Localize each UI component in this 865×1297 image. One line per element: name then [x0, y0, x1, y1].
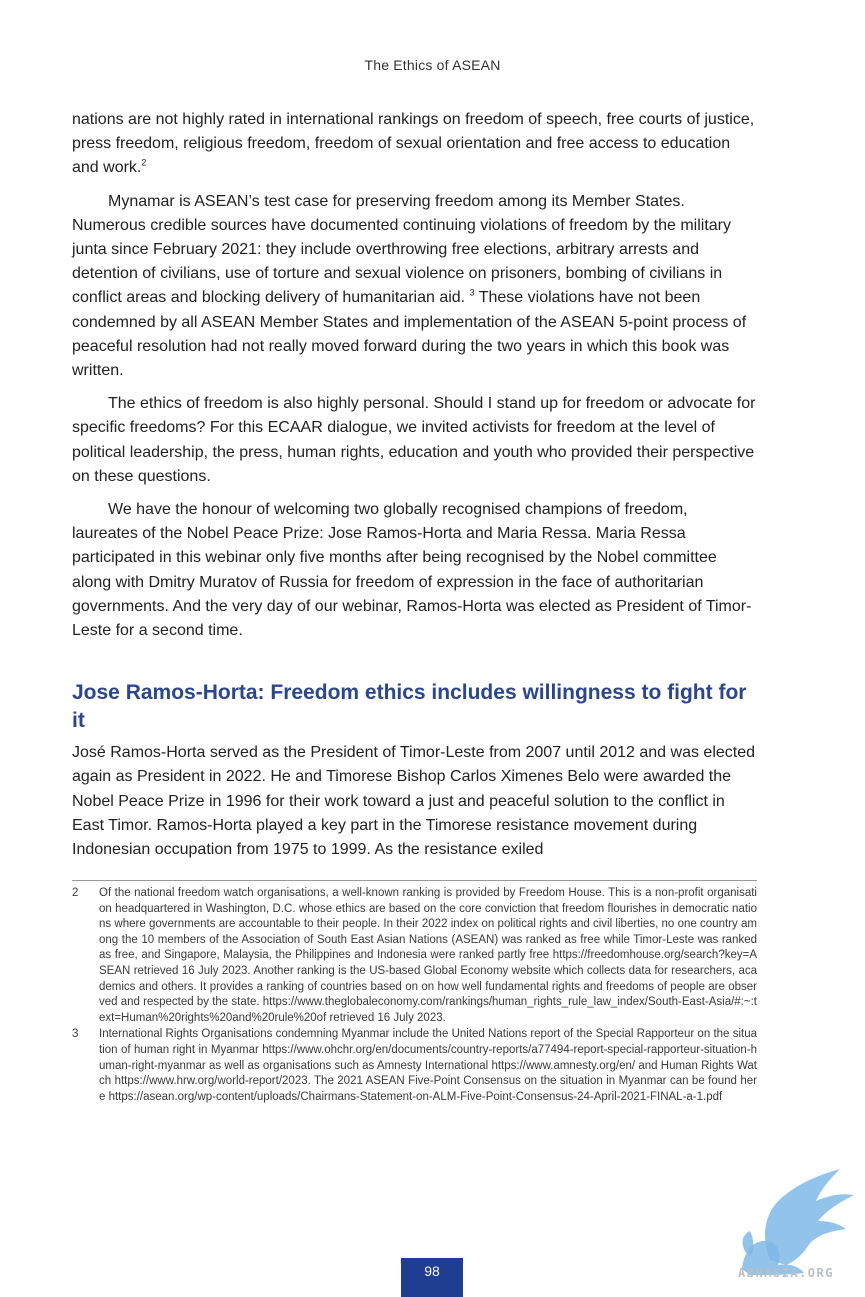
running-header: The Ethics of ASEAN — [364, 57, 501, 73]
paragraph-text: nations are not highly rated in international rankings on freedom of speech, free courts of justice, press freedom, religious freedom, freedom of sexual orientation and free access to education and work. — [72, 111, 755, 177]
paragraph-ethics-personal: The ethics of freedom is also highly personal. Should I stand up for freedom or advocate for specific freedoms? For this ECAAR dialogue, we invited activists for freedom at the level of political leadership, the press, human rights, education and youth who provided their perspective on these questions. — [72, 395, 756, 485]
body-text — [72, 108, 757, 871]
footnote-2 — [72, 886, 757, 1026]
footnotes — [72, 880, 757, 1106]
footnote-ref-3: 3 — [469, 288, 475, 299]
section-heading: Jose Ramos-Horta: Freedom ethics includes willingness to fight for it — [72, 681, 747, 733]
footnote-number: 2 — [72, 887, 79, 899]
footnote-text: International Rights Organisations condemning Myanmar include the United Nations report of the Special Rapporteur on the situation of human right in Myanmar https://www.ohchr.org/en/documents/country-reports/a77494-report-special-rapporteur-situation-human-right-myanmar as well as organisations such as Amnesty International https://www.amnesty.org/en/ and Human Rights Watch https://www.hrw.org/world-report/2023. The 2021 ASEAN Five-Point Consensus on the situation in Myanmar can be found here https://asean.org/wp-content/uploads/Chairmans-Statement-on-ALM-Five-Point-Consensus-24-April-2021-FINAL-a-1.pdf — [99, 1028, 757, 1103]
paragraph-text: Mynamar is ASEAN’s test case for preserving freedom among its Member States. Numerous credible sources have documented continuing violations of freedom by the military junta since February 2021: they include overthrowing free elections, arbitrary arrests and detention of civilians, use of torture and sexual violence on prisoners, bombing of civilians in conflict areas and blocking delivery of humanitarian aid. — [72, 192, 732, 307]
footnote-ref-2: 2 — [141, 158, 147, 169]
paragraph-nobel-laureates: We have the honour of welcoming two globally recognised champions of freedom, laureates of the Nobel Peace Prize: Jose Ramos-Horta and Maria Ressa. Maria Ressa participated in this webinar only five months after being recognised by the Nobel committee along with Dmitry Muratov of Russia for freedom of expression in the face of authoritarian governments. And the very day of our webinar, Ramos-Horta was elected as President of Timor-Leste for a second time. — [72, 501, 752, 640]
watermark-text: ABNASIA.ORG — [738, 1266, 834, 1280]
paragraph-myanmar — [72, 190, 757, 384]
page-number: 98 — [401, 1258, 463, 1297]
paragraph-text: These violations have not been condemned by all ASEAN Member States and implementation of the ASEAN 5-point process of peaceful resolution had not really moved forward during the two years in which this book was written. — [72, 289, 747, 380]
footnote-number: 3 — [72, 1028, 79, 1041]
paragraph-intro-continued — [72, 108, 757, 181]
footnote-text: Of the national freedom watch organisations, a well-known ranking is provided by Freedom House. This is a non-profit organisation headquartered in Washington, D.C. whose ethics are based on the core conviction that freedom flourishes in democratic nations where governments are accountable to their people. In their 2022 index on political rights and civil liberties, no one country among the 10 members of the Association of South East Asian Nations (ASEAN) was ranked as free while Timor-Leste was ranked as free, and Singapore, Malaysia, the Philippines and Indonesia were ranked partly free https://freedomhouse.org/search?key=ASEAN retrieved 16 July 2023. Another ranking is the US-based Global Economy website which collects data for researchers, academics and others. It provides a ranking of countries based on on how well fundamental rights and freedoms of people are observed and respected by the state. https://www.theglobaleconomy.com/rankings/human_rights_rule_law_index/South-East-Asia/#:~:text=Human%20rights%20and%20rule%20of retrieved 16 July 2023. — [99, 887, 757, 1024]
paragraph-ramos-horta-bio: José Ramos-Horta served as the President of Timor-Leste from 2007 until 2012 and was elected again as President in 2022. He and Timorese Bishop Carlos Ximenes Belo were awarded the Nobel Peace Prize in 1996 for their work toward a just and peaceful solution to the conflict in East Timor. Ramos-Horta played a key part in the Timorese resistance movement during Indonesian occupation from 1975 to 1999. As the resistance exiled — [72, 744, 756, 859]
footnote-3 — [72, 1027, 757, 1105]
